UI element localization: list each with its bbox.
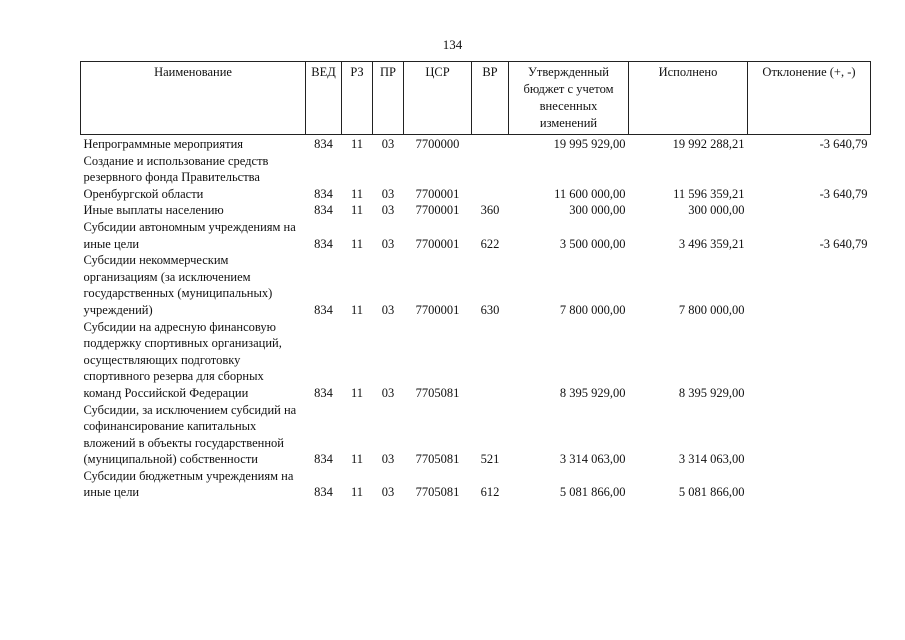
cell-ved: 834 — [314, 385, 333, 400]
cell-csr: 7700001 — [415, 302, 460, 317]
cell-pr: 03 — [381, 385, 395, 400]
cell-approved: 19 995 929,00 — [553, 137, 626, 151]
cell-pr: 03 — [381, 302, 395, 317]
cell-pr: 03 — [381, 186, 395, 201]
header-executed: Исполнено — [629, 62, 748, 135]
cell-deviation: -3 640,79 — [819, 236, 868, 251]
cell-ved: 834 — [314, 186, 333, 201]
cell-executed: 3 314 063,00 — [678, 452, 745, 467]
cell-rz: 11 — [350, 236, 364, 251]
cell-rz: 11 — [350, 452, 364, 467]
cell-deviation: -3 640,79 — [819, 137, 868, 151]
cell-name: Субсидии бюджетным учреждениям на иные цели — [83, 468, 294, 500]
cell-deviation — [748, 252, 871, 318]
cell-executed: 5 081 866,00 — [678, 485, 745, 500]
cell-rz: 11 — [350, 302, 364, 317]
table-row — [81, 202, 871, 219]
cell-pr: 03 — [381, 236, 395, 251]
cell-vr — [472, 153, 509, 203]
cell-pr: 03 — [381, 203, 395, 218]
cell-rz: 11 — [350, 203, 364, 218]
cell-rz: 11 — [350, 485, 364, 500]
cell-name: Субсидии автономным учреждениям на иные цели — [83, 219, 296, 251]
cell-rz: 11 — [350, 137, 364, 151]
cell-name: Субсидии некоммерческим организациям (за исключением государственных (муниципальных) учреждений) — [83, 253, 273, 317]
header-approved: Утвержденный бюджет с учетом внесенных изменений — [509, 62, 629, 135]
cell-deviation — [748, 468, 871, 501]
cell-executed: 19 992 288,21 — [672, 137, 745, 151]
cell-csr: 7705081 — [415, 385, 460, 400]
table-row — [81, 319, 871, 402]
cell-executed: 11 596 359,21 — [673, 186, 745, 201]
budget-table — [80, 61, 871, 501]
header-deviation: Отклонение (+, -) — [748, 62, 871, 135]
cell-name: Субсидии, за исключением субсидий на софинансирование капитальных вложений в объекты государственной (муниципальной) собственности — [83, 402, 297, 467]
cell-deviation: -3 640,79 — [819, 186, 868, 201]
cell-approved: 11 600 000,00 — [554, 186, 626, 201]
cell-pr: 03 — [381, 452, 395, 467]
cell-pr: 03 — [381, 137, 395, 151]
cell-csr: 7700001 — [415, 186, 460, 201]
cell-ved: 834 — [314, 302, 333, 317]
cell-ved: 834 — [314, 203, 333, 218]
cell-vr — [472, 319, 509, 402]
cell-name: Создание и использование средств резервного фонда Правительства Оренбургской области — [83, 153, 269, 201]
cell-approved: 8 395 929,00 — [559, 385, 626, 400]
table-row — [81, 219, 871, 252]
cell-deviation — [748, 202, 871, 219]
header-pr: ПР — [373, 62, 404, 135]
header-csr: ЦСР — [404, 62, 472, 135]
cell-ved: 834 — [314, 485, 333, 500]
cell-csr: 7705081 — [415, 485, 460, 500]
table-header-row — [81, 62, 871, 135]
cell-executed: 3 496 359,21 — [678, 236, 745, 251]
table-row — [81, 135, 871, 153]
cell-vr: 521 — [480, 452, 500, 467]
header-vr: ВР — [472, 62, 509, 135]
cell-approved: 7 800 000,00 — [559, 302, 626, 317]
table-row — [81, 153, 871, 203]
cell-csr: 7705081 — [415, 452, 460, 467]
cell-rz: 11 — [350, 186, 364, 201]
cell-approved: 3 314 063,00 — [559, 452, 626, 467]
cell-name: Субсидии на адресную финансовую поддержку спортивных организаций, осуществляющих подготовку спортивного резерва для сборных команд Российской Федерации — [83, 319, 282, 400]
header-name: Наименование — [81, 62, 306, 135]
cell-csr: 7700000 — [415, 137, 460, 151]
page-number: 134 — [442, 37, 463, 52]
cell-vr — [472, 135, 509, 153]
cell-vr: 360 — [480, 203, 500, 218]
cell-approved: 3 500 000,00 — [559, 236, 626, 251]
cell-ved: 834 — [314, 452, 333, 467]
cell-vr: 622 — [480, 236, 500, 251]
header-ved: ВЕД — [306, 62, 342, 135]
cell-approved: 5 081 866,00 — [559, 485, 626, 500]
cell-name: Иные выплаты населению — [83, 203, 224, 218]
cell-csr: 7700001 — [415, 203, 460, 218]
cell-ved: 834 — [314, 236, 333, 251]
cell-executed: 8 395 929,00 — [678, 385, 745, 400]
cell-name: Непрограммные мероприятия — [83, 137, 244, 151]
cell-vr: 612 — [480, 485, 500, 500]
cell-ved: 834 — [314, 137, 333, 151]
table-row — [81, 468, 871, 501]
cell-pr: 03 — [381, 485, 395, 500]
table-row — [81, 252, 871, 318]
cell-vr: 630 — [480, 302, 500, 317]
cell-executed: 7 800 000,00 — [678, 302, 745, 317]
cell-executed: 300 000,00 — [688, 203, 745, 218]
cell-rz: 11 — [350, 385, 364, 400]
cell-csr: 7700001 — [415, 236, 460, 251]
header-rz: РЗ — [342, 62, 373, 135]
cell-approved: 300 000,00 — [569, 203, 626, 218]
table-row — [81, 402, 871, 468]
cell-deviation — [748, 402, 871, 468]
cell-deviation — [748, 319, 871, 402]
